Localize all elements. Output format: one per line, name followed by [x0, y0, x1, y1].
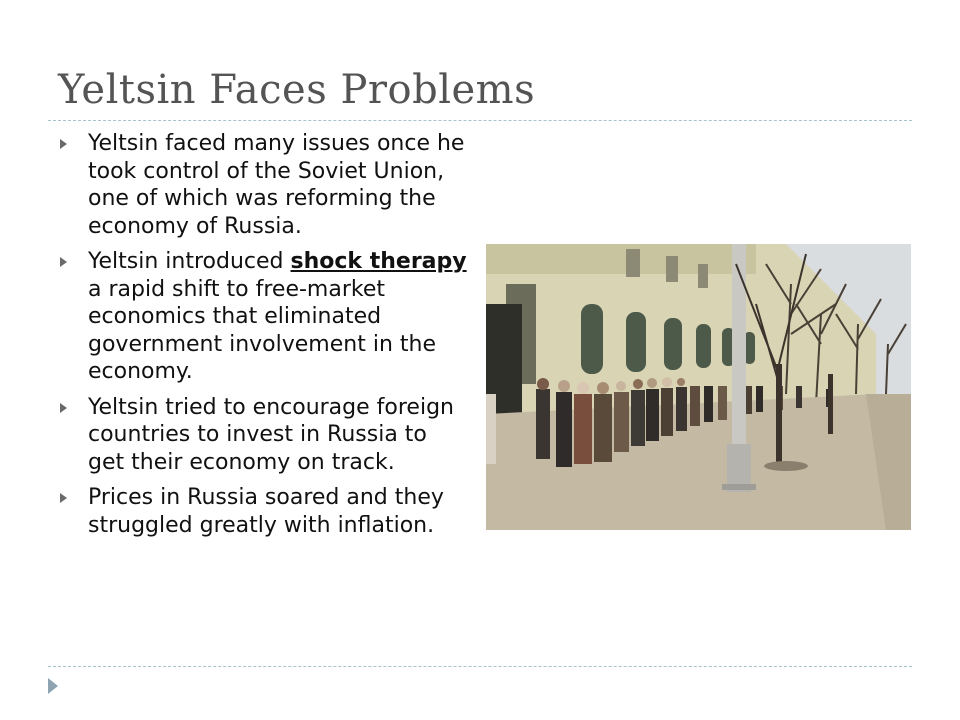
- bullet-arrow-icon: [60, 257, 67, 267]
- bullet-text-before: Yeltsin introduced: [88, 249, 291, 274]
- bullet-text-after: a rapid shift to free-market economics that eliminated government involvement in the economy.: [88, 276, 436, 384]
- bullet-item: [58, 130, 468, 240]
- bullet-item: [58, 248, 468, 386]
- bullet-text: Yeltsin faced many issues once he took control of the Soviet Union, one of which was reforming the economy of Russia.: [88, 131, 465, 239]
- bullet-item: [58, 394, 468, 477]
- bullet-text: Prices in Russia soared and they struggled greatly with inflation.: [88, 485, 444, 538]
- bullet-list: [58, 130, 468, 547]
- bullet-arrow-icon: [60, 493, 67, 503]
- footer-divider: [48, 666, 912, 667]
- bullet-text: Yeltsin tried to encourage foreign countries to invest in Russia to get their economy on track.: [88, 394, 454, 475]
- slide-nav-arrow-icon[interactable]: [48, 678, 58, 694]
- bullet-arrow-icon: [60, 139, 67, 149]
- slide-title: Yeltsin Faces Problems: [58, 67, 536, 113]
- title-divider: [48, 120, 912, 121]
- street-queue-photo: [486, 244, 911, 530]
- key-term: shock therapy: [290, 249, 467, 274]
- bullet-arrow-icon: [60, 403, 67, 413]
- bullet-item: [58, 484, 468, 539]
